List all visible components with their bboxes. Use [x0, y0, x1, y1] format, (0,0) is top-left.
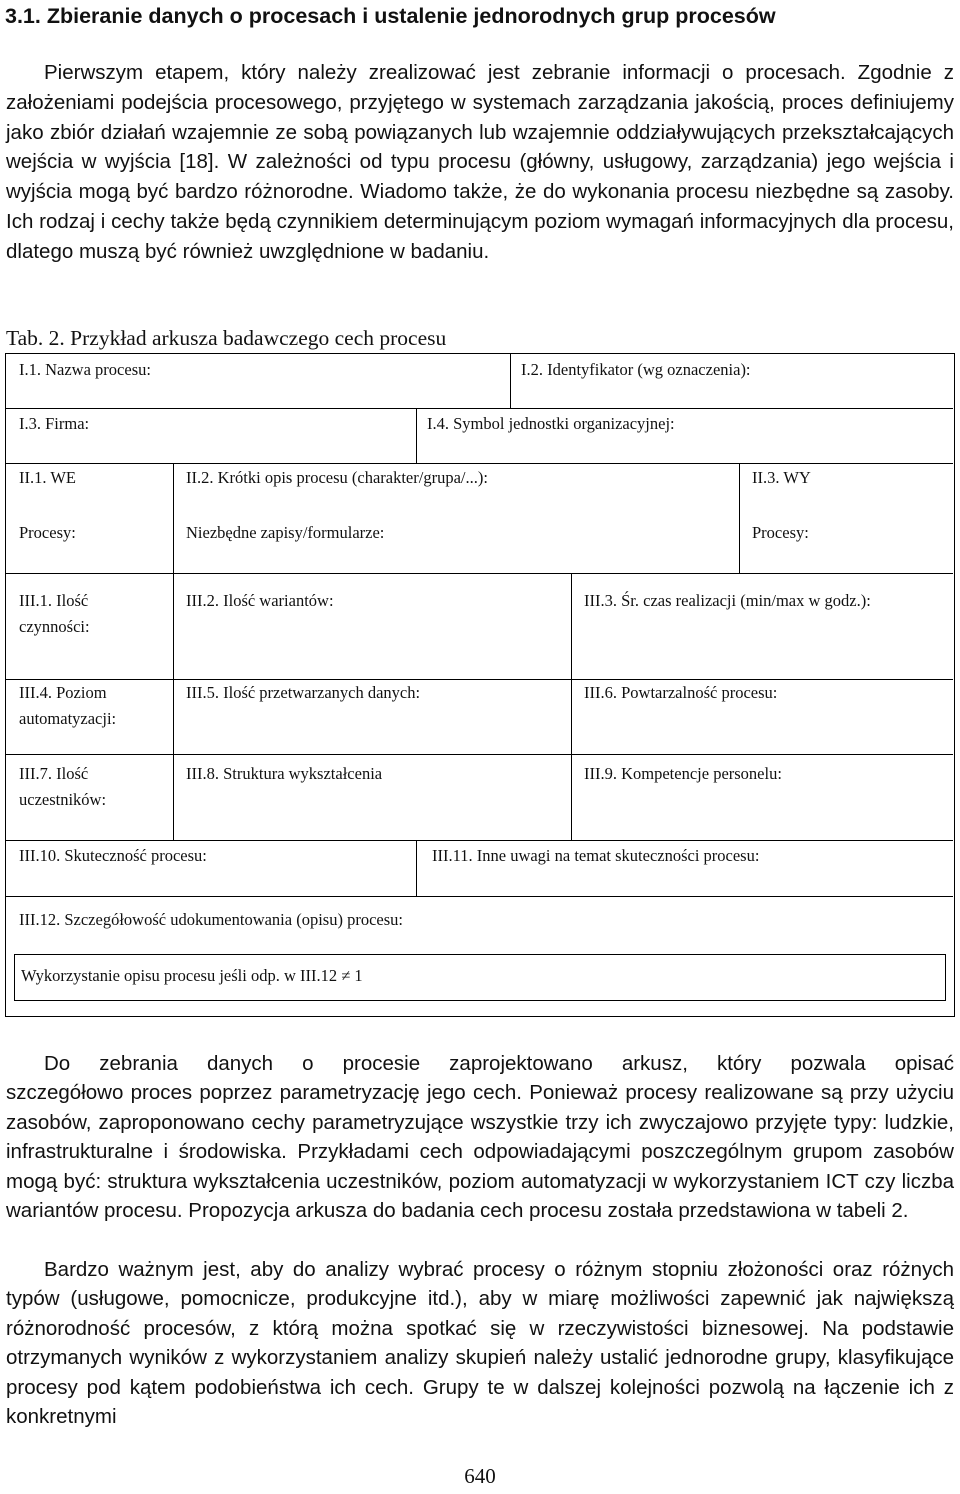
field-avg-duration: III.3. Śr. czas realizacji (min/max w godz.):: [584, 591, 871, 610]
body-paragraph-continuation: szczegółowo proces poprzez parametryzację jego cech. Ponieważ procesy realizowane są przy użyciu zasobów, zaproponowano cechy parametryzujące wszystkie trzy ich zwyczajowo przyjęte typy: ludzkie, infrastrukturalne i środowiska. Przykładami cech odpowiadającymi poszczególnym grupom zasobów mogą być: struktura wykształcenia uczestników, poziom automatyzacji w wykorzystaniem ICT czy liczba wariantów procesu. Propozycja arkusza do badania cech procesu została przedstawiona w tabeli 2.: [6, 1081, 954, 1223]
field-activity-count: III.1. Ilość czynności:: [19, 591, 90, 636]
field-participant-count: III.7. Ilość uczestników:: [19, 764, 107, 809]
field-process-description: II.2. Krótki opis procesu (charakter/grupa/...):: [186, 468, 488, 487]
body-paragraph-first-line: Do zebrania danych o procesie zaprojektowano arkusz, który pozwala opisać: [44, 1052, 954, 1075]
form-column-divider: [416, 840, 417, 896]
field-input-processes: Procesy:: [19, 523, 76, 542]
field-staff-competences: III.9. Kompetencje personelu:: [584, 764, 782, 783]
closing-paragraph: Bardzo ważnym jest, aby do analizy wybrać procesy o różnym stopniu złożoności oraz różnych typów (usługowe, pomocnicze, produkcyjne itd.), aby w miarę możliwości zapewnić jak największą różnorodność procesów, z którą można spotkać się w rzeczywistości biznesowej. Na podstawie otrzymanych wyników z wykorzystaniem analizy skupień należy ustalić jednorodne grupy, klasyfikujące procesy pod kątem podobieństwa ich cech. Grupy te w dalszej kolejności pozwolą na łączenie ich z konkretnymi: [6, 1258, 954, 1429]
field-effectiveness-notes: III.11. Inne uwagi na temat skuteczności procesu:: [432, 846, 760, 865]
field-company: I.3. Firma:: [19, 414, 90, 433]
table-caption: Tab. 2. Przykład arkusza badawczego cech procesu: [6, 326, 447, 350]
field-variant-count: III.2. Ilość wariantów:: [186, 591, 334, 610]
body-paragraph: [6, 1049, 954, 1225]
form-column-divider: [173, 463, 174, 573]
field-process-outputs: II.3. WY: [752, 468, 811, 487]
field-data-volume: III.5. Ilość przetwarzanych danych:: [186, 683, 421, 702]
process-survey-form: [5, 353, 955, 1017]
form-column-divider: [416, 408, 417, 463]
form-column-divider: [173, 573, 174, 840]
field-description-usage: Wykorzystanie opisu procesu jeśli odp. w III.12 ≠ 1: [21, 966, 363, 985]
form-row-divider: [6, 754, 953, 755]
field-output-processes: Procesy:: [752, 523, 809, 542]
field-process-name: I.1. Nazwa procesu:: [19, 360, 151, 379]
field-repeatability: III.6. Powtarzalność procesu:: [584, 683, 778, 702]
intro-paragraph: Pierwszym etapem, który należy zrealizować jest zebranie informacji o procesach. Zgodnie z założeniami podejścia procesowego, przyjętego w systemach zarządzania jakością, proces definiujemy jako zbiór działań wzajemnie ze sobą powiązanych lub wzajemnie oddziaływujących przekształcających wejścia w wyjścia [18]. W zależności od typu procesu (główny, usługowy, zarządzania) jego wejścia i wyjścia mogą być bardzo różnorodne. Wiadomo także, że do wykonania procesu niezbędne są zasoby. Ich rodzaj i cechy także będą czynnikiem determinującym poziom wymagań informacyjnych dla procesu, dlatego muszą być również uwzględnione w badaniu.: [6, 61, 954, 263]
field-process-identifier: I.2. Identyfikator (wg oznaczenia):: [521, 360, 751, 379]
field-education-structure: III.8. Struktura wykształcenia: [186, 764, 383, 783]
page-number: 640: [464, 1464, 496, 1488]
field-effectiveness: III.10. Skuteczność procesu:: [19, 846, 207, 865]
field-process-inputs: II.1. WE: [19, 468, 76, 487]
form-row-divider: [6, 840, 953, 841]
section-heading: 3.1. Zbieranie danych o procesach i ustalenie jednorodnych grup procesów: [5, 4, 776, 28]
form-row-divider: [6, 408, 953, 409]
form-column-divider: [739, 463, 740, 573]
field-org-unit-symbol: I.4. Symbol jednostki organizacyjnej:: [427, 414, 675, 433]
field-automation-level: III.4. Poziom automatyzacji:: [19, 683, 117, 728]
form-row-divider: [6, 896, 953, 897]
field-documentation-detail: III.12. Szczegółowość udokumentowania (opisu) procesu:: [19, 910, 403, 929]
form-column-divider: [571, 573, 572, 840]
usage-box: [14, 954, 946, 1001]
form-row-divider: [6, 573, 953, 574]
form-row-divider: [6, 463, 953, 464]
form-column-divider: [510, 354, 511, 408]
field-required-records: Niezbędne zapisy/formularze:: [186, 523, 385, 542]
